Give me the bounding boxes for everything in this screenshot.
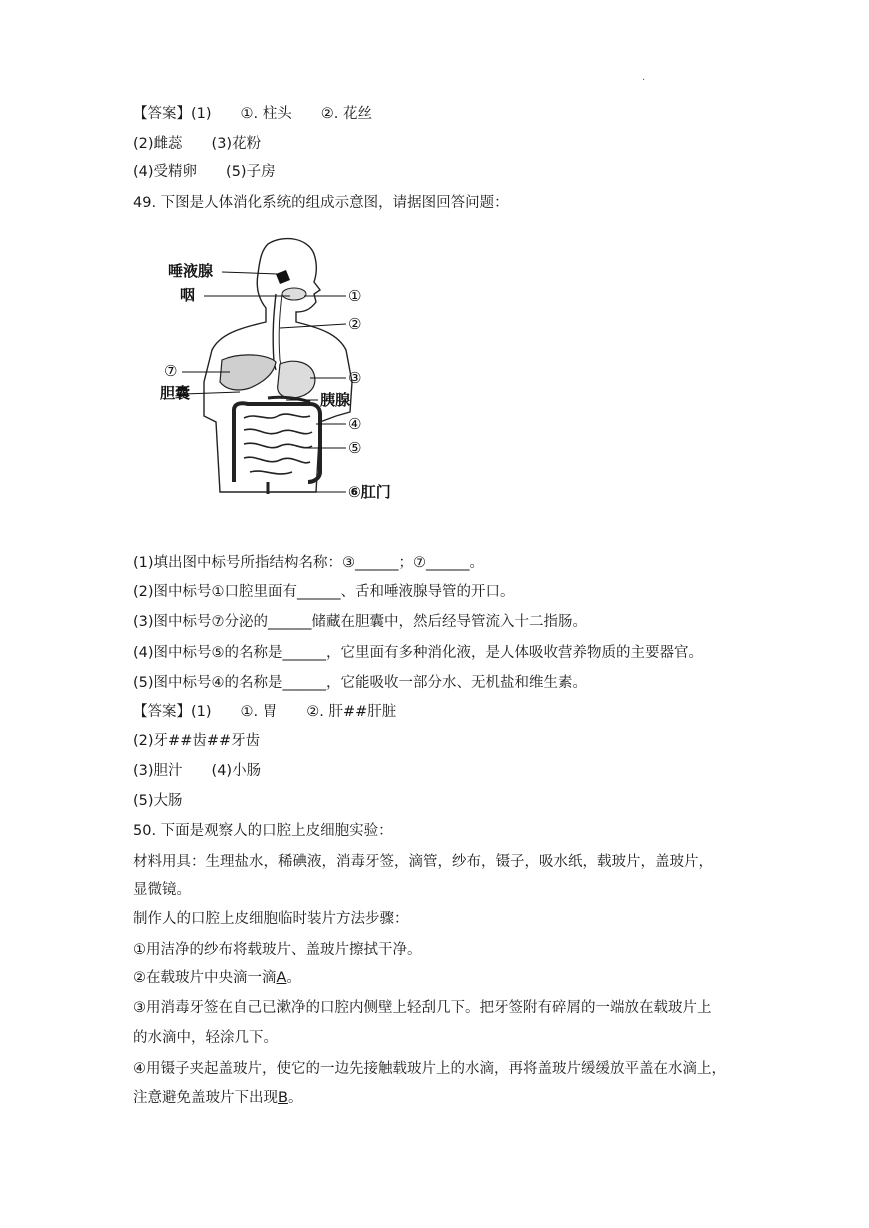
label-4: ④ (348, 415, 362, 433)
label-1: ① (348, 287, 362, 305)
header-dot: . (642, 72, 646, 83)
q49-sub5: (5)图中标号④的名称是______，它能吸收一部分水、无机盐和维生素。 (133, 675, 588, 691)
q49-sub3: (3)图中标号⑦分泌的______储藏在胆囊中，然后经导管流入十二指肠。 (133, 614, 588, 630)
q49-sub2: (2)图中标号①口腔里面有______、舌和唾液腺导管的开口。 (133, 584, 515, 600)
q50-step4-text: 注意避免盖玻片下出现 (133, 1090, 278, 1106)
q50-step1: ①用洁净的纱布将载玻片、盖玻片擦拭干净。 (133, 942, 422, 958)
stomach (278, 361, 315, 398)
label-7: ⑦ (164, 362, 178, 380)
q50-step2-end: 。 (286, 970, 301, 986)
q49-answer1: 【答案】(1) ①. 胃 ②. 肝##肝脏 (133, 704, 397, 720)
label-6-anus: ⑥肛门 (348, 483, 391, 501)
q50-materials-1: 材料用具：生理盐水，稀碘液，消毒牙签，滴管，纱布，镊子，吸水纸，载玻片，盖玻片， (133, 854, 713, 870)
q50-step3-line1: ③用消毒牙签在自己已漱净的口腔内侧壁上轻刮几下。把牙签附有碎屑的一端放在载玻片上 (133, 1000, 712, 1016)
large-intestine (234, 403, 320, 482)
label-3: ③ (348, 369, 362, 387)
q48-answer-line2: (2)雌蕊 (3)花粉 (133, 136, 262, 152)
q50-method: 制作人的口腔上皮细胞临时装片方法步骤： (133, 911, 409, 927)
label-2: ② (348, 315, 362, 333)
label-5: ⑤ (348, 439, 362, 457)
q50-step2 (133, 968, 301, 988)
q49-answer4: (5)大肠 (133, 793, 183, 809)
q50-step4-end: 。 (287, 1090, 303, 1106)
q48-answer-line1: 【答案】(1) ①. 柱头 ②. 花丝 (133, 106, 372, 122)
esophagus (273, 294, 276, 370)
q50-stem: 50. 下面是观察人的口腔上皮细胞实验： (133, 823, 393, 839)
blank-a: A (276, 970, 287, 986)
small-intestine (244, 414, 312, 474)
q49-sub1: (1)填出图中标号所指结构名称：③______；⑦______。 (133, 555, 485, 571)
label-salivary-gland: 唾液腺 (168, 262, 214, 280)
q49-sub4: (4)图中标号⑤的名称是______，它里面有多种消化液，是人体吸收营养物质的主要器官。 (133, 645, 704, 661)
q50-step4-line1: ④用镊子夹起盖玻片，使它的一边先接触载玻片上的水滴，再将盖玻片缓缓放平盖在水滴上， (133, 1061, 726, 1077)
q49-answer3: (3)胆汁 (4)小肠 (133, 763, 262, 779)
q49-answer2: (2)牙##齿##牙齿 (133, 733, 261, 749)
q50-step2-text: ②在载玻片中央滴一滴 (133, 970, 277, 986)
q50-step3-line2: 的水滴中，轻涂几下。 (133, 1030, 278, 1046)
blank-b: B (278, 1090, 288, 1106)
salivary-gland (276, 270, 290, 284)
oral-cavity (282, 288, 306, 300)
label-pancreas: 胰腺 (320, 391, 351, 409)
q50-step4-line2 (133, 1088, 302, 1108)
q49-stem: 49. 下图是人体消化系统的组成示意图，请据图回答问题： (133, 195, 509, 211)
esophagus-wall (279, 294, 282, 368)
label-gallbladder: 胆囊 (160, 384, 191, 402)
label-pharynx: 咽 (180, 286, 196, 304)
digestive-system-figure (160, 232, 400, 512)
q48-answer-line3: (4)受精卵 (5)子房 (133, 164, 276, 180)
q50-materials-2: 显微镜。 (133, 882, 191, 898)
